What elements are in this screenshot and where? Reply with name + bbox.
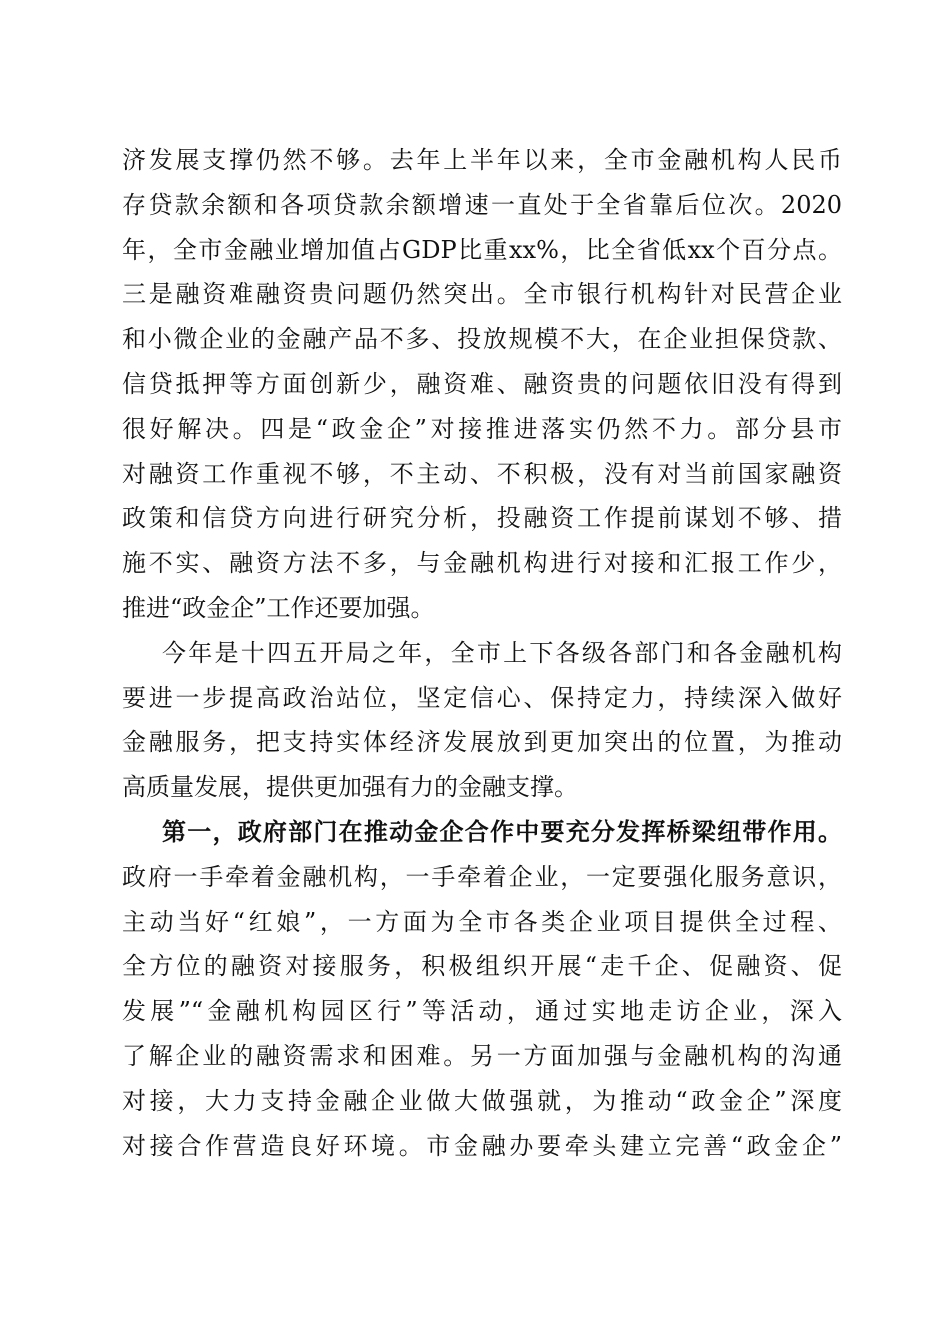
text-line: 政策和信贷方向进行研究分析，投融资工作提前谋划不够、措 <box>122 504 842 533</box>
text-line: 对接合作营造良好环境。市金融办要牵头建立完善“政金企” <box>122 1131 842 1160</box>
text-line: 全方位的融资对接服务，积极组织开展“走千企、促融资、促 <box>122 952 842 981</box>
text-line: 年，全市金融业增加值占GDP比重xx%，比全省低xx个百分点。 <box>122 235 842 264</box>
text-line: 高质量发展，提供更加强有力的金融支撑。 <box>122 773 578 802</box>
text-line: 要进一步提高政治站位，坚定信心、保持定力，持续深入做好 <box>122 683 842 712</box>
text-line: 政府一手牵着金融机构，一手牵着企业，一定要强化服务意识， <box>122 862 842 891</box>
paragraph-start-line: 今年是十四五开局之年，全市上下各级各部门和各金融机构 <box>162 638 842 667</box>
section-heading-line: 第一，政府部门在推动金企合作中要充分发挥桥梁纽带作用。 <box>162 816 842 846</box>
text-line: 三是融资难融资贵问题仍然突出。全市银行机构针对民营企业 <box>122 280 842 309</box>
text-line: 信贷抵押等方面创新少，融资难、融资贵的问题依旧没有得到 <box>122 369 842 398</box>
text-line: 施不实、融资方法不多，与金融机构进行对接和汇报工作少， <box>122 549 842 578</box>
text-line: 金融服务，把支持实体经济发展放到更加突出的位置，为推动 <box>122 728 842 757</box>
document-body <box>122 138 842 1168</box>
text-line: 和小微企业的金融产品不多、投放规模不大，在企业担保贷款、 <box>122 325 842 354</box>
text-line: 存贷款余额和各项贷款余额增速一直处于全省靠后位次。2020 <box>122 190 842 219</box>
text-line: 推进“政金企”工作还要加强。 <box>122 593 435 622</box>
text-line: 对接，大力支持金融企业做大做强就，为推动“政金企”深度 <box>122 1086 842 1115</box>
text-line: 主动当好“红娘”，一方面为全市各类企业项目提供全过程、 <box>122 907 842 936</box>
text-line: 济发展支撑仍然不够。去年上半年以来，全市金融机构人民币 <box>122 146 842 174</box>
text-line: 了解企业的融资需求和困难。另一方面加强与金融机构的沟通 <box>122 1041 842 1070</box>
text-line: 对融资工作重视不够，不主动、不积极，没有对当前国家融资 <box>122 459 842 488</box>
text-line: 很好解决。四是“政金企”对接推进落实仍然不力。部分县市 <box>122 414 842 443</box>
text-line: 发展”“金融机构园区行”等活动，通过实地走访企业，深入 <box>122 997 842 1026</box>
